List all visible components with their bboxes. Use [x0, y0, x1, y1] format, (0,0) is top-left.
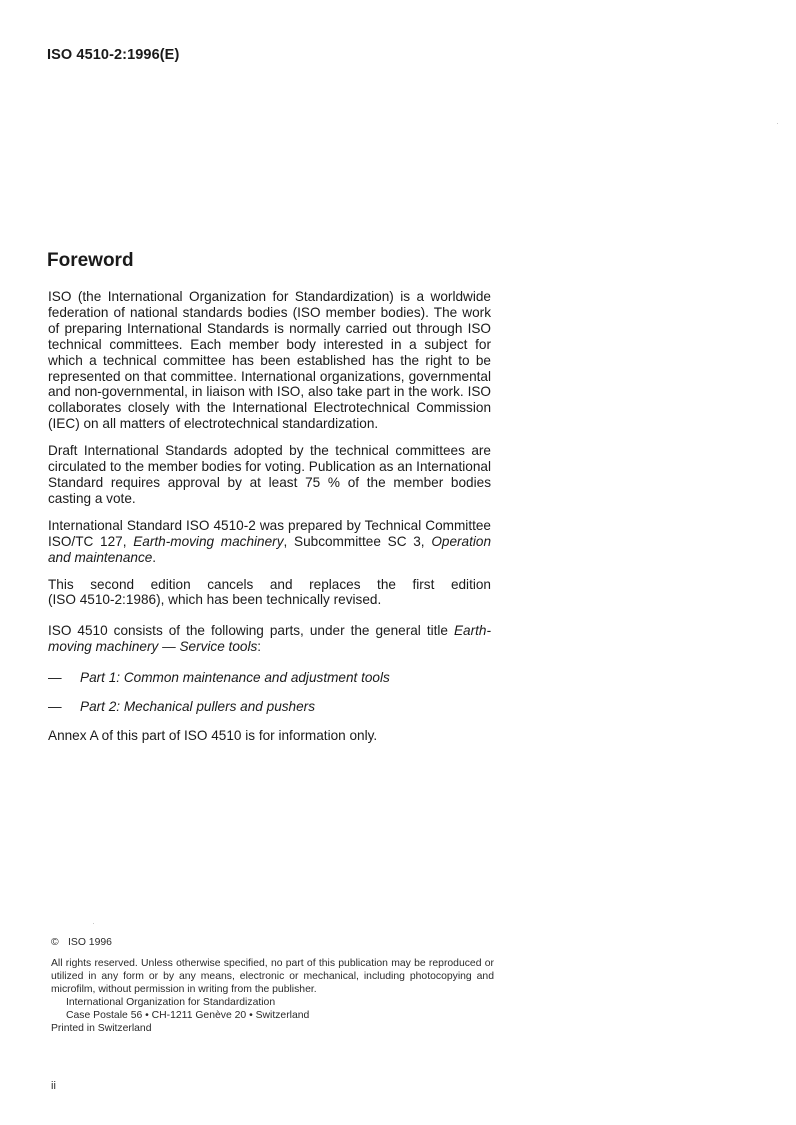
copyright-icon: ©: [51, 937, 59, 948]
list-item: [48, 670, 491, 686]
foreword-paragraph-parts: ISO 4510 consists of the following parts, under the general title Earth-moving machinery — Service tools:: [48, 623, 491, 655]
foreword-body: [48, 289, 491, 759]
page-title: Foreword: [47, 250, 134, 271]
foreword-paragraph-committee: International Standard ISO 4510-2 was prepared by Technical Committee ISO/TC 127, Earth-moving machinery, Subcommittee SC 3, Operation and maintenance.: [48, 517, 492, 565]
page-number: ii: [51, 1080, 56, 1092]
rights-statement: All rights reserved. Unless otherwise specified, no part of this publication may be reproduced or utilized in any form or by any means, electronic or mechanical, including photocopying and microfilm, without permission in writing from the publisher.: [51, 958, 494, 995]
copyright-notice: [51, 936, 494, 1035]
list-dash: —: [48, 670, 62, 686]
committee-title: Earth-moving machinery: [133, 533, 284, 549]
foreword-paragraph-drafts: Draft International Standards adopted by the technical committees are circulated to the member bodies for voting. Publication as an International Standard requires approval by at least 75 % of the member bodies casting a vote.: [48, 443, 491, 506]
foreword-paragraph-edition: This second edition cancels and replaces the first edition (ISO 4510-2:1986), which has been technically revised.: [48, 576, 491, 608]
scan-speck: [777, 123, 778, 124]
part-title: Part 1: Common maintenance and adjustment tools: [80, 670, 390, 686]
list-item: [48, 699, 491, 715]
list-dash: —: [48, 699, 62, 715]
publisher-name: International Organization for Standardization: [66, 997, 276, 1008]
scan-speck: [93, 923, 94, 924]
general-title: Earth-moving machinery — Service tools: [48, 623, 491, 655]
subcommittee-title: Operation and maintenance: [48, 533, 492, 565]
copyright-line: © ISO 1996: [51, 937, 112, 948]
document-code: ISO 4510-2:1996(E): [47, 47, 180, 63]
foreword-paragraph-annex: Annex A of this part of ISO 4510 is for information only.: [48, 727, 378, 743]
printed-location: Printed in Switzerland: [51, 1023, 152, 1034]
publisher-address: Case Postale 56 • CH-1211 Genève 20 • Switzerland: [66, 1010, 310, 1021]
part-title: Part 2: Mechanical pullers and pushers: [80, 699, 315, 715]
foreword-paragraph-iso: ISO (the International Organization for Standardization) is a worldwide federation of national standards bodies (ISO member bodies). The work of preparing International Standards is normally carried out through ISO technical committees. Each member body interested in a subject for which a technical committee has been established has the right to be represented on that committee. International organizations, governmental and non-governmental, in liaison with ISO, also take part in the work. ISO collaborates closely with the International Electrotechnical Commission (IEC) on all matters of electrotechnical standardization.: [48, 289, 491, 432]
